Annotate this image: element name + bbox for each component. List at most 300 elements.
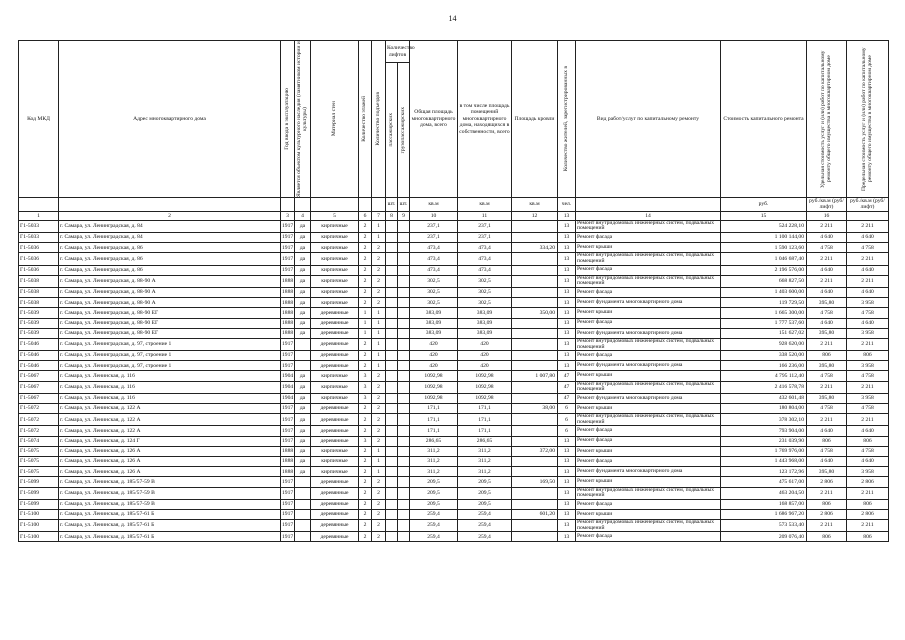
- table-cell: 432 601,48: [721, 393, 807, 403]
- table-cell: 3 958: [847, 298, 889, 308]
- table-cell: 2: [372, 487, 386, 499]
- table-cell: деревянные: [311, 308, 359, 318]
- table-cell: [386, 253, 398, 265]
- table-cell: да: [295, 253, 311, 265]
- table-cell: Ремонт фасада: [576, 233, 721, 243]
- table-cell: 2: [372, 436, 386, 446]
- table-cell: 793 904,00: [721, 426, 807, 436]
- table-cell: [398, 446, 410, 456]
- table-cell: 47: [558, 381, 576, 393]
- table-cell: 1917: [281, 361, 295, 371]
- table-cell: Ремонт внутридомовых инженерных систем, подвальных помещений: [576, 487, 721, 499]
- table-cell: [386, 233, 398, 243]
- table-cell: 1: [372, 361, 386, 371]
- table-cell: 372,00: [512, 446, 558, 456]
- table-cell: 473,4: [458, 243, 512, 253]
- table-cell: кирпичные: [311, 298, 359, 308]
- table-cell: 1888: [281, 298, 295, 308]
- table-cell: 13: [558, 520, 576, 532]
- table-cell: [386, 298, 398, 308]
- header-lifts-passenger: пассажирских: [386, 63, 398, 198]
- table-cell: [386, 532, 398, 542]
- table-cell: Г1-5074: [19, 436, 59, 446]
- table-cell: [295, 520, 311, 532]
- table-cell: 2: [359, 298, 372, 308]
- table-cell: Г1-5033: [19, 220, 59, 232]
- table-cell: [398, 351, 410, 361]
- header-lifts-cargo: грузопассажирских: [398, 63, 410, 198]
- table-cell: 806: [847, 351, 889, 361]
- table-cell: [512, 467, 558, 477]
- table-cell: 383,09: [458, 318, 512, 328]
- table-row: [19, 351, 889, 361]
- table-cell: 2: [372, 275, 386, 287]
- table-cell: 2 806: [807, 509, 847, 519]
- table-row: [19, 308, 889, 318]
- table-cell: 13: [558, 477, 576, 487]
- table-cell: 4 758: [847, 243, 889, 253]
- table-cell: кирпичные: [311, 265, 359, 275]
- table-cell: [512, 532, 558, 542]
- table-cell: [398, 371, 410, 381]
- header-heritage: Является объектом культурного наследия (памятником истории и культуры): [295, 41, 311, 198]
- table-cell: 1 777 537,60: [721, 318, 807, 328]
- table-row: [19, 436, 889, 446]
- table-cell: [398, 520, 410, 532]
- table-cell: 13: [558, 318, 576, 328]
- table-cell: 2: [372, 414, 386, 426]
- header-owned-area: в том числе площадь помещений многоквартирного дома, находящихся в собственности, всего: [458, 41, 512, 198]
- table-cell: 383,09: [410, 328, 458, 338]
- table-cell: [295, 361, 311, 371]
- table-cell: 3: [359, 436, 372, 446]
- table-cell: г. Самара, ул. Ленинская, д. 122 А: [59, 414, 281, 426]
- table-cell: Ремонт внутридомовых инженерных систем, подвальных помещений: [576, 414, 721, 426]
- table-cell: 237,1: [458, 220, 512, 232]
- table-cell: 2: [372, 371, 386, 381]
- table-row: [19, 361, 889, 371]
- table-cell: 395,80: [807, 328, 847, 338]
- table-cell: Г1-5100: [19, 532, 59, 542]
- table-cell: г. Самара, ул. Ленинградская, д. 86: [59, 265, 281, 275]
- table-cell: деревянные: [311, 318, 359, 328]
- table-cell: 2: [372, 532, 386, 542]
- table-cell: да: [295, 233, 311, 243]
- table-cell: [386, 371, 398, 381]
- table-cell: [295, 509, 311, 519]
- table-cell: г. Самара, ул. Ленинская, д. 185/57-61 Б: [59, 532, 281, 542]
- table-cell: 13: [558, 532, 576, 542]
- table-cell: 2: [372, 265, 386, 275]
- table-cell: Ремонт внутридомовых инженерных систем, подвальных помещений: [576, 220, 721, 232]
- table-cell: Г1-5067: [19, 393, 59, 403]
- table-row: [19, 509, 889, 519]
- header-max-cost: Предельная стоимость услуг и (или) работ по капитальному ремонту общего имущества в многоквартирном доме: [847, 41, 889, 198]
- table-cell: 311,2: [410, 467, 458, 477]
- table-cell: 2: [372, 298, 386, 308]
- table-row: [19, 456, 889, 466]
- table-cell: г. Самара, ул. Ленинская, д. 116: [59, 381, 281, 393]
- table-cell: 4 640: [847, 426, 889, 436]
- table-cell: Ремонт фундамента многоквартирного дома: [576, 467, 721, 477]
- table-cell: г. Самара, ул. Ленинская, д. 126 А: [59, 456, 281, 466]
- table-cell: [398, 287, 410, 297]
- table-cell: 1917: [281, 253, 295, 265]
- table-cell: 601,20: [512, 509, 558, 519]
- table-cell: Г1-5100: [19, 509, 59, 519]
- table-cell: [386, 243, 398, 253]
- table-cell: деревянные: [311, 426, 359, 436]
- table-cell: [386, 351, 398, 361]
- table-cell: 1904: [281, 381, 295, 393]
- table-cell: 2: [359, 287, 372, 297]
- table-cell: 237,1: [410, 233, 458, 243]
- table-cell: г. Самара, ул. Ленинградская, д. 86: [59, 243, 281, 253]
- table-cell: да: [295, 220, 311, 232]
- table-cell: 1 590 123,60: [721, 243, 807, 253]
- table-cell: [295, 499, 311, 509]
- table-cell: г. Самара, ул. Ленинградская, д. 86: [59, 253, 281, 265]
- table-cell: да: [295, 298, 311, 308]
- table-cell: 2: [372, 404, 386, 414]
- header-roof-area: Площадь кровли: [512, 41, 558, 198]
- table-cell: 2: [359, 253, 372, 265]
- table-cell: 2: [372, 287, 386, 297]
- table-cell: [398, 361, 410, 371]
- table-cell: [386, 404, 398, 414]
- table-cell: 4 640: [807, 265, 847, 275]
- table-cell: 2 806: [807, 477, 847, 487]
- table-cell: [512, 338, 558, 350]
- table-cell: 1917: [281, 509, 295, 519]
- table-cell: г. Самара, ул. Ленинградская, д. 88-90 А: [59, 287, 281, 297]
- table-cell: 573 533,40: [721, 520, 807, 532]
- table-cell: 2 211: [847, 275, 889, 287]
- table-cell: 806: [807, 351, 847, 361]
- table-cell: 302,5: [458, 298, 512, 308]
- table-cell: 311,2: [410, 456, 458, 466]
- table-cell: 302,5: [410, 275, 458, 287]
- table-cell: 47: [558, 393, 576, 403]
- table-cell: кирпичные: [311, 467, 359, 477]
- table-cell: Г1-5038: [19, 287, 59, 297]
- table-cell: 169,50: [512, 477, 558, 487]
- table-cell: 2 211: [807, 520, 847, 532]
- table-cell: 2: [359, 477, 372, 487]
- table-cell: [386, 393, 398, 403]
- table-cell: [512, 520, 558, 532]
- table-cell: 166 236,00: [721, 361, 807, 371]
- table-cell: 4 758: [807, 446, 847, 456]
- table-cell: г. Самара, ул. Ленинская, д. 126 А: [59, 446, 281, 456]
- table-cell: да: [295, 426, 311, 436]
- table-cell: [398, 253, 410, 265]
- table-cell: [398, 414, 410, 426]
- table-cell: 395,80: [807, 361, 847, 371]
- table-cell: [398, 275, 410, 287]
- table-cell: [386, 499, 398, 509]
- table-cell: 180 804,00: [721, 404, 807, 414]
- table-cell: Г1-5072: [19, 414, 59, 426]
- table-row: [19, 477, 889, 487]
- table-cell: 1 686 967,20: [721, 509, 807, 519]
- table-cell: 383,09: [458, 308, 512, 318]
- table-cell: 473,4: [410, 265, 458, 275]
- table-cell: 13: [558, 233, 576, 243]
- table-cell: Ремонт фасада: [576, 265, 721, 275]
- table-cell: [398, 298, 410, 308]
- table-cell: деревянные: [311, 436, 359, 446]
- table-cell: г. Самара, ул. Ленинская, д. 116: [59, 371, 281, 381]
- table-cell: 13: [558, 328, 576, 338]
- table-cell: 2 211: [847, 520, 889, 532]
- table-cell: деревянные: [311, 338, 359, 350]
- table-cell: 473,4: [458, 265, 512, 275]
- table-cell: 13: [558, 351, 576, 361]
- table-cell: кирпичные: [311, 456, 359, 466]
- table-cell: 2 211: [847, 487, 889, 499]
- table-cell: [386, 456, 398, 466]
- table-cell: 420: [410, 338, 458, 350]
- table-cell: 350,00: [512, 308, 558, 318]
- table-cell: 383,09: [410, 318, 458, 328]
- table-cell: 4 640: [807, 287, 847, 297]
- header-year: Год ввода в эксплуатацию: [281, 41, 295, 198]
- table-cell: [398, 404, 410, 414]
- table-cell: да: [295, 393, 311, 403]
- table-cell: [386, 487, 398, 499]
- table-cell: г. Самара, ул. Ленинская, д. 185/57-61 Б: [59, 520, 281, 532]
- table-cell: [398, 477, 410, 487]
- table-cell: Г1-5067: [19, 371, 59, 381]
- table-cell: [386, 436, 398, 446]
- table-cell: 209,5: [410, 487, 458, 499]
- table-cell: Ремонт внутридомовых инженерных систем, подвальных помещений: [576, 381, 721, 393]
- table-cell: [386, 520, 398, 532]
- table-row: [19, 275, 889, 287]
- table-cell: 806: [847, 499, 889, 509]
- table-cell: 3 958: [847, 467, 889, 477]
- table-cell: да: [295, 275, 311, 287]
- table-cell: 2 211: [847, 381, 889, 393]
- header-material: Материал стен: [311, 41, 359, 198]
- column-numbers-row: 1 2 3 4 5 6 7 8 9 10 11 12 13 14 15 16: [19, 211, 889, 220]
- table-cell: Г1-5038: [19, 298, 59, 308]
- table-cell: 13: [558, 456, 576, 466]
- table-cell: 1917: [281, 487, 295, 499]
- table-cell: 47: [558, 371, 576, 381]
- table-cell: 13: [558, 446, 576, 456]
- table-cell: Ремонт внутридомовых инженерных систем, подвальных помещений: [576, 275, 721, 287]
- table-cell: Г1-5039: [19, 318, 59, 328]
- table-cell: 1917: [281, 404, 295, 414]
- table-cell: Г1-5075: [19, 446, 59, 456]
- table-cell: [512, 351, 558, 361]
- table-cell: деревянные: [311, 414, 359, 426]
- table-cell: 4 640: [847, 287, 889, 297]
- table-cell: 2: [359, 404, 372, 414]
- table-cell: 1092,98: [410, 381, 458, 393]
- table-cell: 1: [372, 328, 386, 338]
- table-cell: 1917: [281, 520, 295, 532]
- table-cell: 1888: [281, 318, 295, 328]
- table-cell: 13: [558, 338, 576, 350]
- table-cell: кирпичные: [311, 233, 359, 243]
- table-cell: деревянные: [311, 532, 359, 542]
- header-total-area: Общая площадь многоквартирного дома, всего: [410, 41, 458, 198]
- table-cell: 1: [372, 467, 386, 477]
- table-cell: 1 403 600,00: [721, 287, 807, 297]
- table-cell: кирпичные: [311, 393, 359, 403]
- table-cell: 237,1: [458, 233, 512, 243]
- table-row: [19, 233, 889, 243]
- table-cell: 209,5: [410, 499, 458, 509]
- table-cell: да: [295, 287, 311, 297]
- table-cell: [386, 477, 398, 487]
- table-cell: 2 211: [847, 220, 889, 232]
- table-cell: 302,5: [458, 287, 512, 297]
- table-cell: 13: [558, 253, 576, 265]
- table-cell: 2: [359, 509, 372, 519]
- table-cell: 2 196 576,00: [721, 265, 807, 275]
- table-cell: [512, 253, 558, 265]
- table-cell: 2: [359, 220, 372, 232]
- table-cell: Ремонт крыши: [576, 371, 721, 381]
- table-cell: Ремонт крыши: [576, 477, 721, 487]
- table-cell: г. Самара, ул. Ленинградская, д. 97, строение 1: [59, 351, 281, 361]
- table-cell: 2: [359, 265, 372, 275]
- table-cell: 4 640: [807, 233, 847, 243]
- table-cell: Г1-5099: [19, 499, 59, 509]
- table-cell: 13: [558, 436, 576, 446]
- table-cell: Г1-5075: [19, 456, 59, 466]
- table-cell: [512, 298, 558, 308]
- table-cell: 4 640: [847, 233, 889, 243]
- table-cell: 4 640: [807, 456, 847, 466]
- header-entrances: Количество подъездов: [372, 41, 386, 198]
- table-cell: 3 958: [847, 328, 889, 338]
- table-cell: [386, 265, 398, 275]
- table-cell: 383,09: [410, 308, 458, 318]
- header-unit-cost: Удельная стоимость услуг и (или) работ по капитальному ремонту общего имущества в многоквартирном доме: [807, 41, 847, 198]
- table-cell: 2 211: [807, 381, 847, 393]
- table-cell: [512, 361, 558, 371]
- table-cell: [398, 265, 410, 275]
- table-cell: [295, 477, 311, 487]
- table-cell: 1 443 968,00: [721, 456, 807, 466]
- table-row: [19, 220, 889, 232]
- table-cell: 209,5: [458, 487, 512, 499]
- table-cell: 420: [410, 351, 458, 361]
- table-cell: 13: [558, 509, 576, 519]
- table-cell: 524 228,10: [721, 220, 807, 232]
- table-cell: 2 211: [847, 414, 889, 426]
- table-cell: 13: [558, 287, 576, 297]
- table-cell: 2: [359, 426, 372, 436]
- table-cell: г. Самара, ул. Ленинская, д. 126 А: [59, 467, 281, 477]
- table-cell: [512, 275, 558, 287]
- table-cell: [512, 426, 558, 436]
- table-cell: Ремонт фасада: [576, 287, 721, 297]
- table-cell: 2 806: [847, 509, 889, 519]
- table-cell: [512, 381, 558, 393]
- table-cell: 1: [359, 308, 372, 318]
- table-cell: 1: [372, 318, 386, 328]
- table-cell: г. Самара, ул. Ленинская, д. 124 Г: [59, 436, 281, 446]
- table-cell: 2: [359, 275, 372, 287]
- table-cell: 2: [372, 381, 386, 393]
- table-cell: г. Самара, ул. Ленинградская, д. 84: [59, 233, 281, 243]
- table-cell: 209,5: [458, 477, 512, 487]
- table-cell: 1: [372, 351, 386, 361]
- table-cell: 13: [558, 298, 576, 308]
- table-cell: Ремонт фасада: [576, 426, 721, 436]
- table-cell: 2: [372, 499, 386, 509]
- table-cell: да: [295, 328, 311, 338]
- table-cell: [512, 287, 558, 297]
- table-cell: [512, 328, 558, 338]
- table-cell: 1917: [281, 265, 295, 275]
- table-cell: 1: [372, 338, 386, 350]
- table-cell: кирпичные: [311, 243, 359, 253]
- table-cell: [512, 487, 558, 499]
- table-cell: деревянные: [311, 509, 359, 519]
- table-cell: 1917: [281, 426, 295, 436]
- table-cell: 2: [359, 243, 372, 253]
- table-cell: 123 172,96: [721, 467, 807, 477]
- table-cell: [398, 456, 410, 466]
- table-cell: 2: [359, 361, 372, 371]
- table-cell: 668 827,50: [721, 275, 807, 287]
- table-cell: 806: [847, 532, 889, 542]
- table-cell: [512, 318, 558, 328]
- table-cell: Г1-5039: [19, 328, 59, 338]
- table-cell: г. Самара, ул. Ленинская, д. 185/57-59 В: [59, 499, 281, 509]
- table-cell: 2: [372, 477, 386, 487]
- table-cell: 383,09: [458, 328, 512, 338]
- table-cell: 2 211: [807, 414, 847, 426]
- table-cell: 2: [359, 233, 372, 243]
- table-cell: 2: [372, 520, 386, 532]
- table-cell: [398, 499, 410, 509]
- table-cell: 395,80: [807, 393, 847, 403]
- table-cell: 1: [372, 308, 386, 318]
- table-row: [19, 487, 889, 499]
- table-row: [19, 338, 889, 350]
- header-address: Адрес многоквартирного дома: [59, 41, 281, 198]
- table-cell: деревянные: [311, 520, 359, 532]
- table-cell: 475 617,00: [721, 477, 807, 487]
- table-cell: 171,1: [410, 426, 458, 436]
- table-row: [19, 426, 889, 436]
- table-cell: 13: [558, 499, 576, 509]
- table-cell: 3 958: [847, 361, 889, 371]
- table-cell: 1917: [281, 477, 295, 487]
- table-cell: 119 729,50: [721, 298, 807, 308]
- table-cell: 2: [359, 338, 372, 350]
- header-cost: Стоимость капитального ремонта: [721, 41, 807, 198]
- table-cell: 420: [458, 351, 512, 361]
- table-cell: [386, 275, 398, 287]
- table-cell: 1092,98: [410, 393, 458, 403]
- table-cell: г. Самара, ул. Ленинградская, д. 88-90 А: [59, 298, 281, 308]
- table-cell: 286,65: [410, 436, 458, 446]
- table-cell: 4 640: [847, 456, 889, 466]
- table-cell: деревянные: [311, 361, 359, 371]
- table-cell: Г1-5036: [19, 243, 59, 253]
- table-cell: 2: [359, 467, 372, 477]
- table-cell: г. Самара, ул. Ленинградская, д. 88-90 ЕГ: [59, 318, 281, 328]
